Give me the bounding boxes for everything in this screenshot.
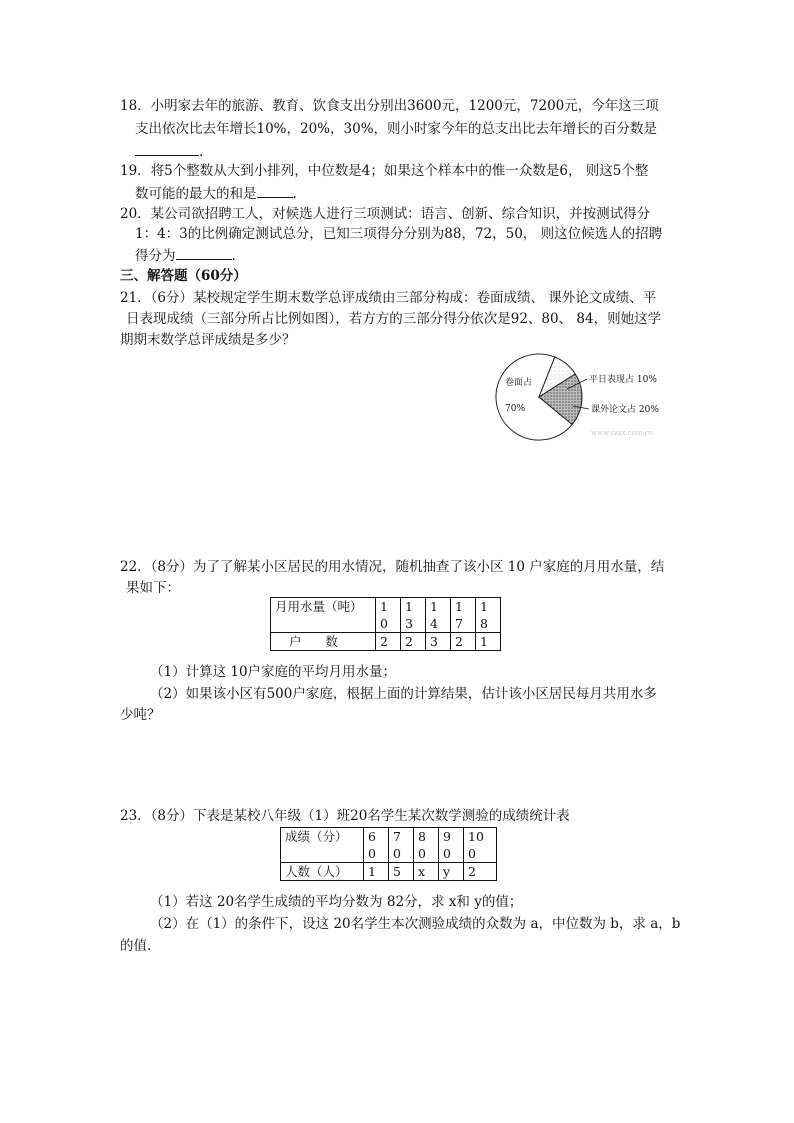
q23-sub2-line2: 的值. (120, 938, 152, 954)
q18-line2: 支出依次比去年增长10%，20%，30%，则小时家今年的总支出比去年增长的百分数是 (135, 121, 658, 137)
table-cell: 1 (364, 863, 389, 881)
table-header: 成绩（分） (281, 828, 364, 863)
q19-line2 (135, 183, 297, 204)
q20-line3 (135, 245, 236, 266)
table-row (281, 828, 497, 863)
table-cell: 3 (426, 633, 451, 651)
answer-blank (176, 245, 232, 260)
q18-line3 (135, 141, 203, 162)
table-cell: 1 8 (476, 598, 501, 633)
watermark: www.czsx.com.cn (591, 429, 654, 437)
q22-sub1: （1）计算这 10户家庭的平均月用水量； (150, 664, 397, 680)
q18-line3-end: . (199, 144, 204, 160)
table-cell: 1 4 (426, 598, 451, 633)
q20-line1: 20．某公司欲招聘工人，对候选人进行三项测试：语言、创新、综合知识，并按测试得分 (120, 206, 651, 222)
table-cell: 5 (389, 863, 414, 881)
table-row (271, 598, 501, 633)
q23-sub1: （1）若这 20名学生成绩的平均分数为 82分，求 x和 y的值； (150, 894, 523, 910)
q21-line1: 21．（6分）某校规定学生期末数学总评成绩由三部分构成：卷面成绩、 课外论文成绩、平 (120, 290, 657, 306)
table-cell: 9 0 (439, 828, 464, 863)
table-cell: 2 (451, 633, 476, 651)
table-cell: 1 0 (376, 598, 401, 633)
table-cell: 2 (401, 633, 426, 651)
table-cell: 7 0 (389, 828, 414, 863)
pie-label-daily: 平日表现占 10% (589, 375, 657, 385)
table-header: 月用水量（吨） (271, 598, 376, 633)
pie-chart (493, 353, 693, 443)
q19-line2-start: 数可能的最大的和是 (135, 186, 257, 202)
q19-line1: 19．将5个整数从大到小排列，中位数是4；如果这个样本中的惟一众数是6， 则这5个整 (120, 163, 649, 179)
pie-label-main-1: 卷面占 (505, 378, 533, 388)
q20-line3-start: 得分为 (135, 248, 176, 264)
q21-line2: 日表现成绩（三部分所占比例如图），若方方的三部分得分依次是92、80、 84，则她这学 (126, 311, 662, 327)
table-cell: 1 (476, 633, 501, 651)
table-cell: x (414, 863, 439, 881)
table-cell: 8 0 (414, 828, 439, 863)
table-row-label: 人数（人） (281, 863, 364, 881)
table-cell: y (439, 863, 464, 881)
q22-sub2-line1: （2）如果该小区有500户家庭，根据上面的计算结果，估计该小区居民每月共用水多 (150, 686, 657, 702)
table-cell: 1 3 (401, 598, 426, 633)
table-cell: 2 (464, 863, 497, 881)
table-row (281, 863, 497, 881)
section-title: 三、解答题（60分） (120, 268, 247, 284)
q23-line1: 23．（8分）下表是某校八年级（1）班20名学生某次数学测验的成绩统计表 (120, 808, 570, 824)
q20-line2: 1：4：3的比例确定测试总分，已知三项得分分别为88，72，50， 则这位候选人的招聘 (135, 226, 663, 242)
q22-sub2-line2: 少吨？ (120, 707, 161, 723)
table-row (271, 633, 501, 651)
table-cell: 6 0 (364, 828, 389, 863)
q23-sub2-line1: （2）在（1）的条件下，设这 20名学生本次测验成绩的众数为 a，中位数为 b，求 a，b (150, 916, 681, 932)
table-row-label: 户 数 (271, 633, 376, 651)
pie-label-paper: 课外论文占 20% (591, 405, 659, 415)
table-cell: 1 7 (451, 598, 476, 633)
q20-line3-end: . (231, 248, 236, 264)
q22-line2: 果如下： (126, 580, 180, 596)
water-usage-table (270, 597, 501, 651)
score-table (280, 827, 497, 881)
pie-label-main-2: 70% (505, 404, 526, 414)
table-cell: 10 0 (464, 828, 497, 863)
q19-line2-end: . (292, 186, 297, 202)
q18-line1: 18．小明家去年的旅游、教育、饮食支出分别出3600元，1200元，7200元，今年这三项 (120, 98, 659, 114)
q21-line3: 期期末数学总评成绩是多少？ (120, 332, 296, 348)
q22-line1: 22．（8分）为了了解某小区居民的用水情况，随机抽查了该小区 10 户家庭的月用水量，结 (120, 559, 665, 575)
answer-blank (257, 183, 293, 198)
answer-blank (135, 141, 199, 156)
table-cell: 2 (376, 633, 401, 651)
